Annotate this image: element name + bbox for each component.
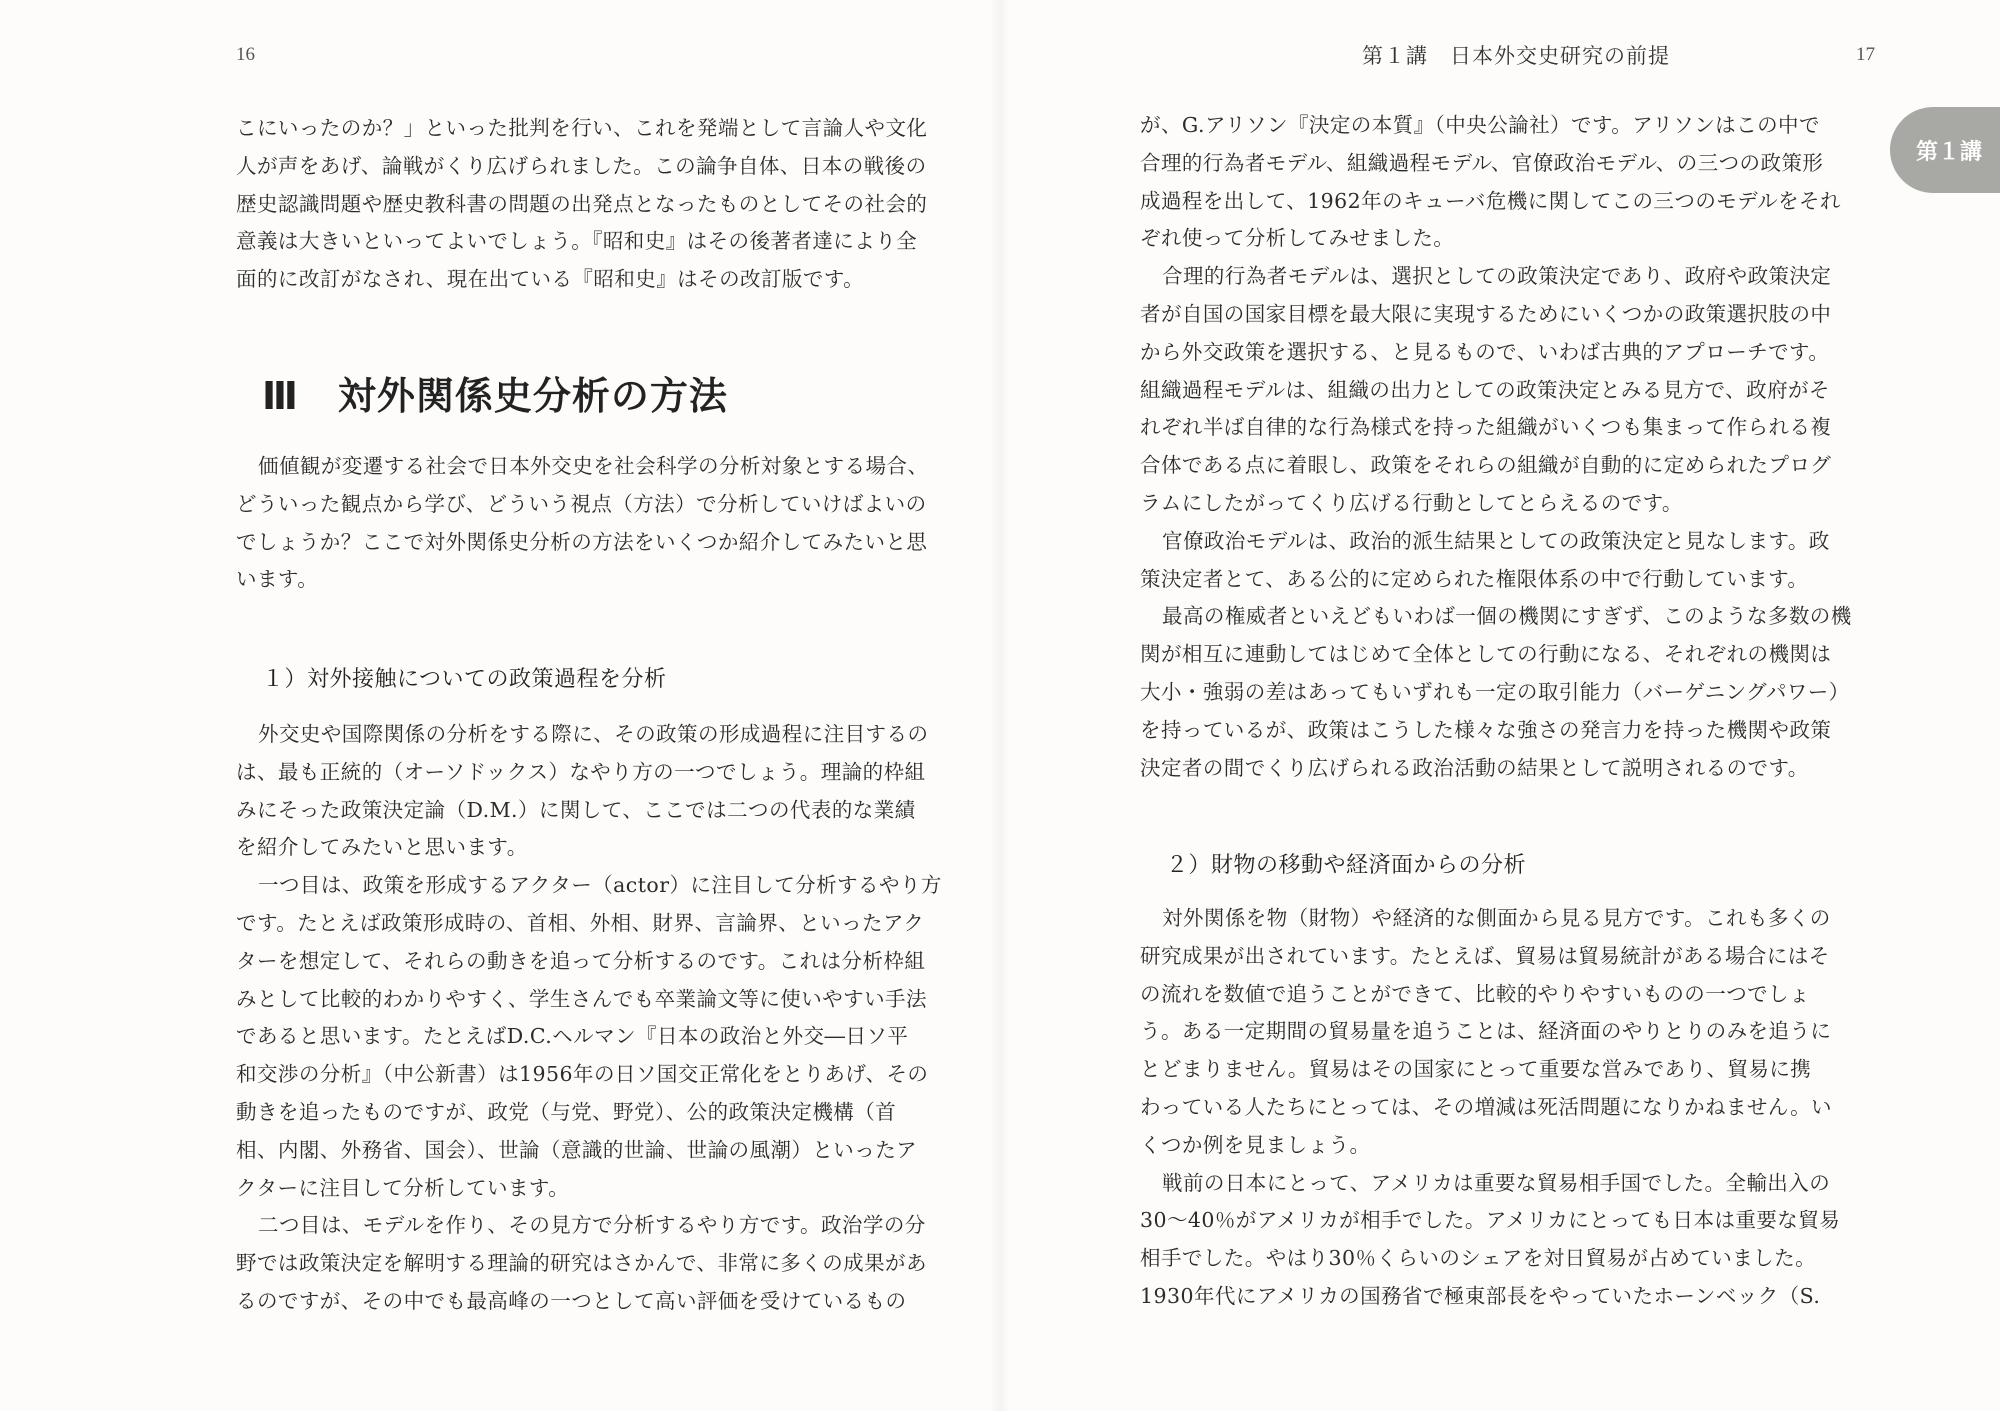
text-line: ぞれ使って分析してみせました。 [1140,226,1455,251]
text-line: 合理的行為者モデル、組織過程モデル、官僚政治モデル、の三つの政策形 [1140,150,1824,175]
intro-paragraph [236,110,976,299]
text-line: 動きを追ったものですが、政党（与党、野党）、公的政策決定機構（首 [236,1099,897,1124]
subsection-heading-2: ２）財物の移動や経済面からの分析 [1166,853,1527,878]
upper-body [1140,107,1880,787]
text-line: みにそった政策決定論（D.M.）に関して、ここでは二つの代表的な業績 [236,797,916,822]
text-line: 対外関係を物（財物）や経済的な側面から見る見方です。これも多くの [1162,906,1831,930]
text-line: は、最も正統的（オーソドックス）なやり方の一つでしょう。理論的枠組 [236,759,926,784]
text-line: 合体である点に着眼し、政策をそれらの組織が自動的に定められたプログ [1140,453,1832,478]
text-line: 者が自国の国家目標を最大限に実現するためにいくつかの政策選択肢の中 [1140,301,1832,326]
subsection-body-1 [236,716,976,1321]
text-line: どういった観点から学び、どういう視点（方法）で分析していけばよいの [236,491,927,516]
text-line: みとして比較的わかりやすく、学生さんでも卒業論文等に使いやすい手法 [236,986,927,1011]
text-line: 決定者の間でくり広げられる政治活動の結果として説明されるのです。 [1140,755,1809,780]
text-line: 最高の権威者といえどもいわば一個の機関にすぎず、このような多数の機 [1162,604,1852,629]
text-line: う。ある一定期間の貿易量を追うことは、経済面のやりとりのみを追うに [1140,1019,1832,1044]
text-line: 大小・強弱の差はあってもいずれも一定の取引能力（バーゲニングパワー） [1140,679,1850,704]
text-line: るのですが、その中でも最高峰の一つとして高い評価を受けているもの [236,1288,907,1313]
text-line: の流れを数値で追うことができて、比較的やりやすいものの一つでしょ [1140,981,1810,1006]
text-line: 合理的行為者モデルは、選択としての政策決定であり、政府や政策決定 [1162,264,1832,289]
text-line: くつか例を見ましょう。 [1140,1132,1371,1157]
text-line: 歴史認識問題や歴史教科書の問題の出発点となったものとしてその社会的 [236,191,928,216]
text-line: 組織過程モデルは、組織の出力としての政策決定とみる見方で、政府がそ [1140,377,1830,402]
text-line: です。たとえば政策形成時の、首相、外相、財界、言論界、といったアク [236,910,925,935]
text-line: とどまりません。貿易はその国家にとって重要な営みであり、貿易に携 [1140,1057,1812,1082]
text-line: います。 [236,567,319,592]
text-line: 策決定者とて、ある公的に定められた権限体系の中で行動しています。 [1140,566,1809,591]
right-page [1000,0,2000,1411]
text-line: から外交政策を選択する、と見るもので、いわば古典的アプローチです。 [1140,339,1830,364]
text-line: 面的に改訂がなされ、現在出ている『昭和史』はその改訂版です。 [236,267,865,292]
text-line: 研究成果が出されています。たとえば、貿易は貿易統計がある場合にはそ [1140,943,1830,968]
text-line: 官僚政治モデルは、政治的派生結果としての政策決定と見なします。政 [1162,528,1830,553]
text-line: 二つ目は、モデルを作り、その見方で分析するやり方です。政治学の分 [258,1213,926,1238]
text-line: 関が相互に連動してはじめて全体としての行動になる、それぞれの機関は [1140,642,1832,667]
text-line: 意義は大きいといってよいでしょう。『昭和史』はその後著者達により全 [236,229,918,254]
text-line: 一つ目は、政策を形成するアクター（actor）に注目して分析するやり方 [258,873,942,898]
text-line: 相、内閣、外務省、国会）、世論（意識的世論、世論の風潮）といったア [236,1137,918,1162]
text-line: であると思います。たとえばD.C.ヘルマン『日本の政治と外交―日ソ平 [236,1024,909,1049]
text-line: 戦前の日本にとって、アメリカは重要な貿易相手国でした。全輸出入の [1162,1170,1831,1195]
text-line: でしょうか？ここで対外関係史分析の方法をいくつか紹介してみたいと思 [236,529,928,554]
text-line: クターに注目して分析しています。 [236,1175,570,1200]
text-line: ターを想定して、それらの動きを追って分析するのです。これは分析枠組 [236,948,926,973]
running-head: 第１講 日本外交史研究の前提 [1362,44,1670,68]
text-line: ラムにしたがってくり広げる行動としてとらえるのです。 [1140,490,1683,515]
text-line: 野では政策決定を解明する理論的研究はさかんで、非常に多くの成果があ [236,1251,927,1276]
text-line: わっている人たちにとっては、その増減は死活問題になりかねません。い [1140,1094,1832,1119]
chapter-thumb-tab [1890,107,2000,193]
text-line: 和交渉の分析』（中公新書）は1956年の日ソ国交正常化をとりあげ、その [236,1062,929,1087]
text-line: れぞれ半ば自律的な行為様式を持った組織がいくつも集まって作られる複 [1140,415,1832,440]
text-line: 30～40％がアメリカが相手でした。アメリカにとっても日本は重要な貿易 [1140,1208,1841,1233]
page-number-right: 17 [1856,44,1875,65]
subsection-heading-1: １）対外接触についての政策過程を分析 [262,667,667,692]
text-line: 価値観が変遷する社会で日本外交史を社会科学の分析対象とする場合、 [258,454,929,478]
text-line: を持っているが、政策はこうした様々な強さの発言力を持った機関や政策 [1140,717,1832,742]
text-line: が、G.アリソン『決定の本質』（中央公論社）です。アリソンはこの中で [1140,113,1820,137]
text-line: 人が声をあげ、論戦がくり広げられました。この論争自体、日本の戦後の [236,153,927,178]
section-paragraph [236,448,976,599]
text-line: 外交史や国際関係の分析をする際に、その政策の形成過程に注目するの [258,722,929,746]
text-line: を紹介してみたいと思います。 [236,835,528,860]
thumb-tab-label: 第１講 [1916,139,1983,165]
text-line: こにいったのか？」といった批判を行い、これを発端として言論人や文化 [236,116,928,140]
page-number-left: 16 [236,44,255,65]
text-line: 成過程を出して、1962年のキューバ危機に関してこの三つのモデルをそれ [1140,188,1841,213]
text-line: 相手でした。やはり30％くらいのシェアを対日貿易が占めていました。 [1140,1246,1817,1271]
text-line: 1930年代にアメリカの国務省で極東部長をやっていたホーンベック（S. [1140,1283,1821,1308]
lower-body [1140,900,1880,1316]
section-heading: Ⅲ 対外関係史分析の方法 [262,374,728,418]
